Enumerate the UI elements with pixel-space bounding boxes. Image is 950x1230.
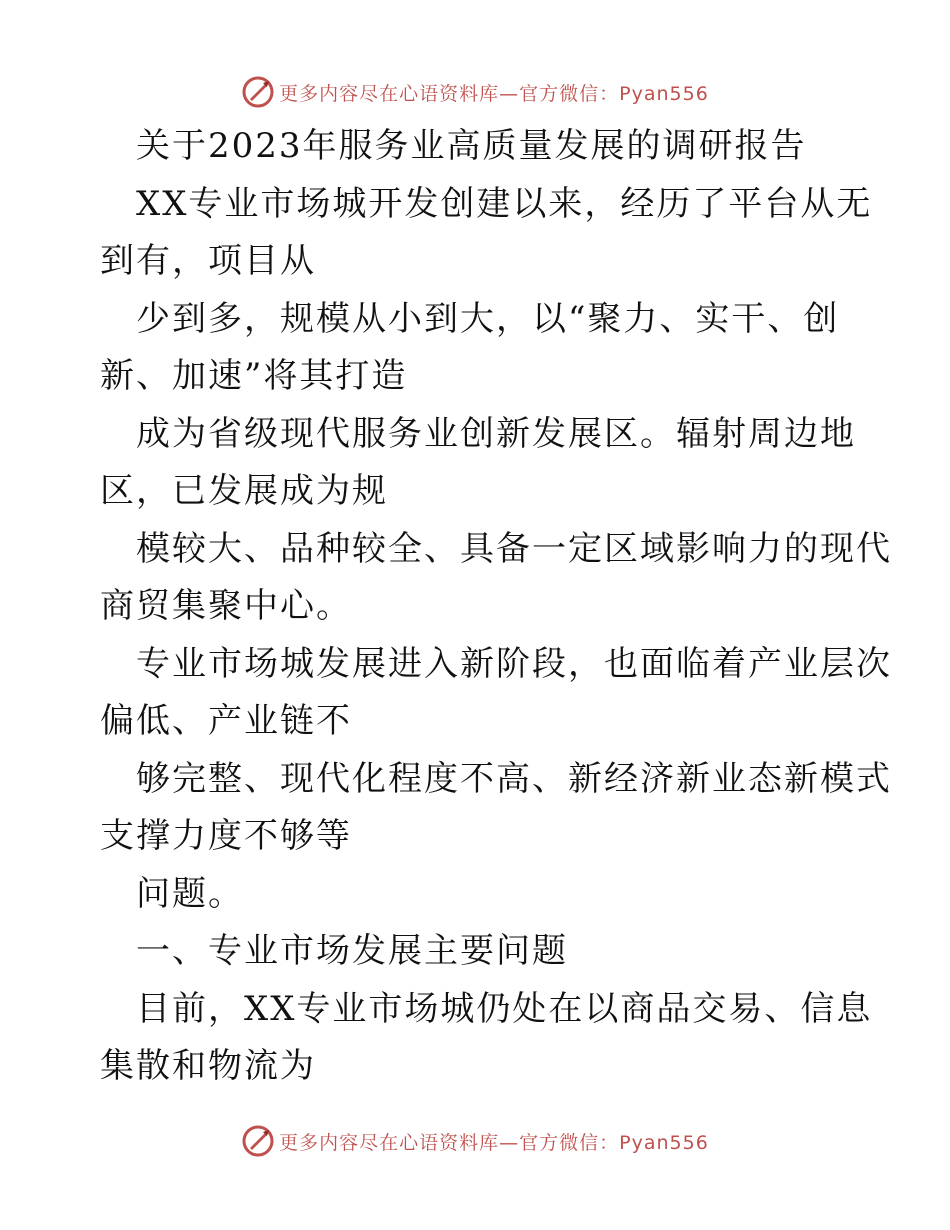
doc-line: 集散和物流为 — [100, 1046, 316, 1086]
doc-line: 支撑力度不够等 — [100, 816, 352, 856]
doc-line: 区，已发展成为规 — [100, 471, 388, 511]
doc-line: 成为省级现代服务业创新发展区。辐射周边地 — [136, 413, 856, 454]
doc-line: 新、加速”将其打造 — [100, 356, 408, 396]
quill-logo-icon — [241, 75, 275, 109]
doc-line: 问题。 — [136, 873, 244, 914]
doc-line: 少到多，规模从小到大，以“聚力、实干、创 — [136, 298, 840, 339]
watermark-banner-top — [0, 72, 950, 112]
watermark-text: 更多内容尽在心语资料库—官方微信：Pyan556 — [279, 82, 709, 105]
document-body — [100, 118, 892, 1096]
doc-title: 关于2023年服务业高质量发展的调研报告 — [136, 126, 807, 166]
watermark-text: 更多内容尽在心语资料库—官方微信：Pyan556 — [279, 1131, 709, 1154]
doc-line: 模较大、品种较全、具备一定区域影响力的现代 — [136, 528, 892, 569]
doc-line: 到有，项目从 — [100, 241, 316, 281]
section-heading: 一、专业市场发展主要问题 — [136, 931, 568, 971]
quill-logo-icon — [241, 1124, 275, 1158]
doc-line: 够完整、现代化程度不高、新经济新业态新模式 — [136, 758, 892, 799]
watermark-banner-bottom — [0, 1121, 950, 1161]
doc-line: 商贸集聚中心。 — [100, 586, 352, 626]
doc-line: 专业市场城发展进入新阶段，也面临着产业层次 — [136, 643, 892, 684]
doc-line: 偏低、产业链不 — [100, 701, 352, 741]
doc-line: XX专业市场城开发创建以来，经历了平台从无 — [136, 183, 873, 224]
doc-line: 目前，XX专业市场城仍处在以商品交易、信息 — [136, 988, 873, 1029]
